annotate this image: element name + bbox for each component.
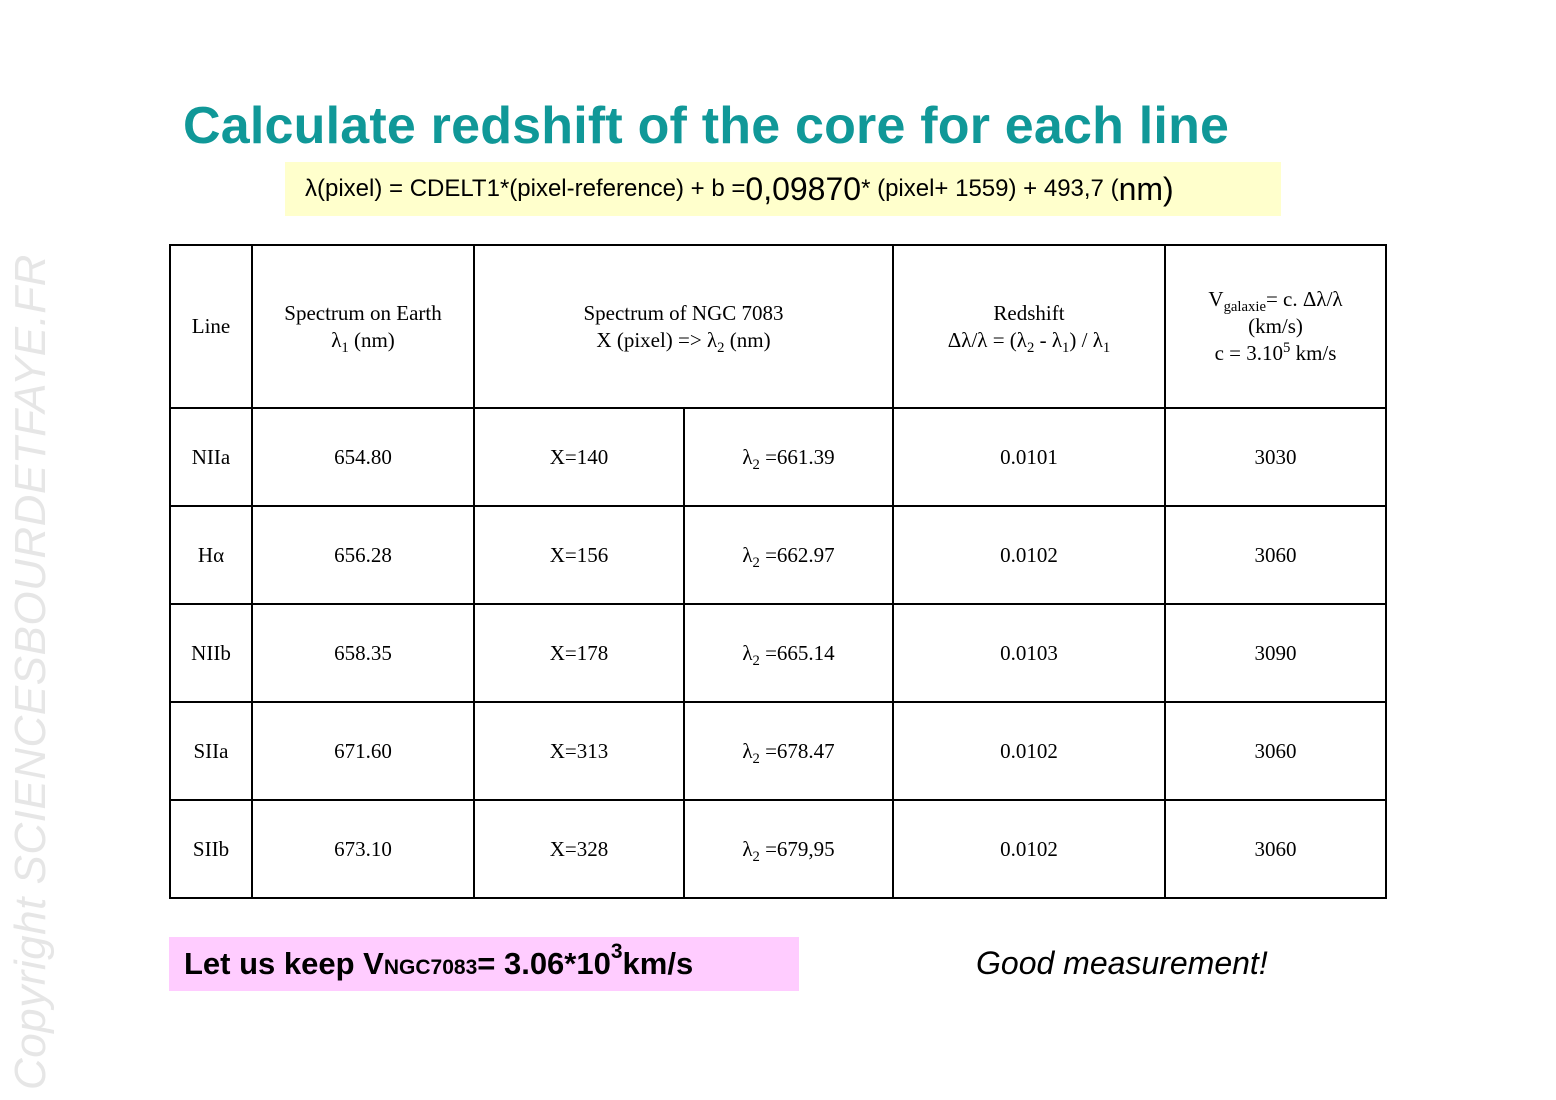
cell-line: NIIb	[170, 604, 252, 702]
header-redshift-formula-b: - λ	[1034, 327, 1063, 352]
table-row	[170, 800, 1386, 898]
lambda2-symbol: λ	[742, 836, 753, 861]
cell-lambda2	[684, 800, 893, 898]
lambda2-value: =665.14	[759, 640, 835, 665]
header-redshift-sub2: 2	[1027, 339, 1035, 356]
cell-line: SIIb	[170, 800, 252, 898]
header-ngc-title: Spectrum of NGC 7083	[583, 300, 784, 325]
cell-velocity: 3060	[1165, 702, 1386, 800]
header-ngc-unit: (nm)	[724, 327, 771, 352]
cell-lambda2	[684, 604, 893, 702]
header-velocity-c: c = 3.10	[1214, 341, 1283, 365]
cell-pixel: X=156	[474, 506, 684, 604]
header-redshift-formula-a: Δλ/λ = (λ	[947, 327, 1027, 352]
lambda2-sub: 2	[752, 750, 760, 767]
cell-pixel: X=140	[474, 408, 684, 506]
table-row	[170, 604, 1386, 702]
cell-lambda2	[684, 506, 893, 604]
lambda2-symbol: λ	[742, 738, 753, 763]
header-velocity	[1165, 245, 1386, 408]
cell-lambda2	[684, 702, 893, 800]
cell-line: SIIa	[170, 702, 252, 800]
formula-unit: nm)	[1118, 170, 1174, 207]
cell-lambda2	[684, 408, 893, 506]
header-velocity-sup: 5	[1282, 340, 1291, 356]
header-earth-unit: (nm)	[348, 327, 395, 352]
header-earth-spectrum	[252, 245, 474, 408]
cell-earth: 673.10	[252, 800, 474, 898]
cell-redshift: 0.0103	[893, 604, 1165, 702]
cell-earth: 654.80	[252, 408, 474, 506]
header-earth-lambda: λ	[331, 327, 342, 352]
lambda2-sub: 2	[752, 456, 760, 473]
header-redshift-sub1a: 1	[1062, 339, 1070, 356]
lambda2-sub: 2	[752, 652, 760, 669]
cell-line: NIIa	[170, 408, 252, 506]
cell-pixel: X=328	[474, 800, 684, 898]
header-redshift-sub1b: 1	[1102, 339, 1111, 356]
lambda2-symbol: λ	[742, 542, 753, 567]
cell-redshift: 0.0102	[893, 800, 1165, 898]
formula-coefficient: 0,09870	[745, 170, 862, 207]
cell-pixel: X=178	[474, 604, 684, 702]
cell-velocity: 3030	[1165, 408, 1386, 506]
header-ngc-pixel: X (pixel) => λ	[596, 327, 718, 352]
lambda2-value: =679,95	[759, 836, 835, 861]
conclusion-prefix: Let us keep V	[184, 946, 384, 981]
conclusion-mid: = 3.06*10	[477, 946, 611, 981]
header-redshift-formula-c: ) / λ	[1069, 327, 1103, 352]
header-ngc-sub: 2	[717, 339, 725, 356]
header-redshift-title: Redshift	[993, 300, 1065, 325]
cell-velocity: 3060	[1165, 800, 1386, 898]
wavelength-formula	[285, 162, 1281, 216]
table-row	[170, 702, 1386, 800]
cell-earth: 671.60	[252, 702, 474, 800]
header-line: Line	[170, 245, 252, 408]
lambda2-sub: 2	[752, 848, 760, 865]
lambda2-symbol: λ	[742, 640, 753, 665]
table-header-row	[170, 245, 1386, 408]
header-ngc-spectrum	[474, 245, 893, 408]
remark-text: Good measurement!	[976, 945, 1268, 981]
cell-earth: 658.35	[252, 604, 474, 702]
cell-redshift: 0.0102	[893, 506, 1165, 604]
lambda2-sub: 2	[752, 554, 760, 571]
cell-line: Hα	[170, 506, 252, 604]
cell-velocity: 3060	[1165, 506, 1386, 604]
formula-middle: * (pixel+ 1559) + 493,7 (	[861, 175, 1119, 202]
formula-left: λ(pixel) = CDELT1*(pixel-reference) + b =	[305, 175, 746, 202]
conclusion-suffix: km/s	[622, 946, 694, 981]
header-redshift	[893, 245, 1165, 408]
lambda2-symbol: λ	[742, 444, 753, 469]
header-velocity-c-unit: km/s	[1290, 341, 1337, 365]
slide-title: Calculate redshift of the core for each line	[183, 97, 1230, 155]
cell-velocity: 3090	[1165, 604, 1386, 702]
cell-redshift: 0.0102	[893, 702, 1165, 800]
header-velocity-v: V	[1208, 287, 1224, 311]
cell-redshift: 0.0101	[893, 408, 1165, 506]
table-row	[170, 506, 1386, 604]
header-velocity-units: (km/s)	[1248, 314, 1303, 338]
cell-earth: 656.28	[252, 506, 474, 604]
lambda2-value: =678.47	[759, 738, 835, 763]
lambda2-value: =661.39	[759, 444, 835, 469]
redshift-table	[169, 244, 1387, 899]
header-velocity-formula: = c. Δλ/λ	[1265, 287, 1343, 311]
header-earth-title: Spectrum on Earth	[284, 300, 442, 325]
conclusion-box: Let us keep V $_{NGC7083}$ = 3.06*10 $^3$ km/s	[169, 937, 799, 991]
header-velocity-sub: galaxie	[1223, 299, 1266, 316]
copyright-watermark: Copyright SCIENCESBOURDETFAYE.FR	[6, 254, 55, 1090]
lambda2-value: =662.97	[759, 542, 835, 567]
cell-pixel: X=313	[474, 702, 684, 800]
table-row	[170, 408, 1386, 506]
header-earth-sub: 1	[341, 339, 349, 356]
